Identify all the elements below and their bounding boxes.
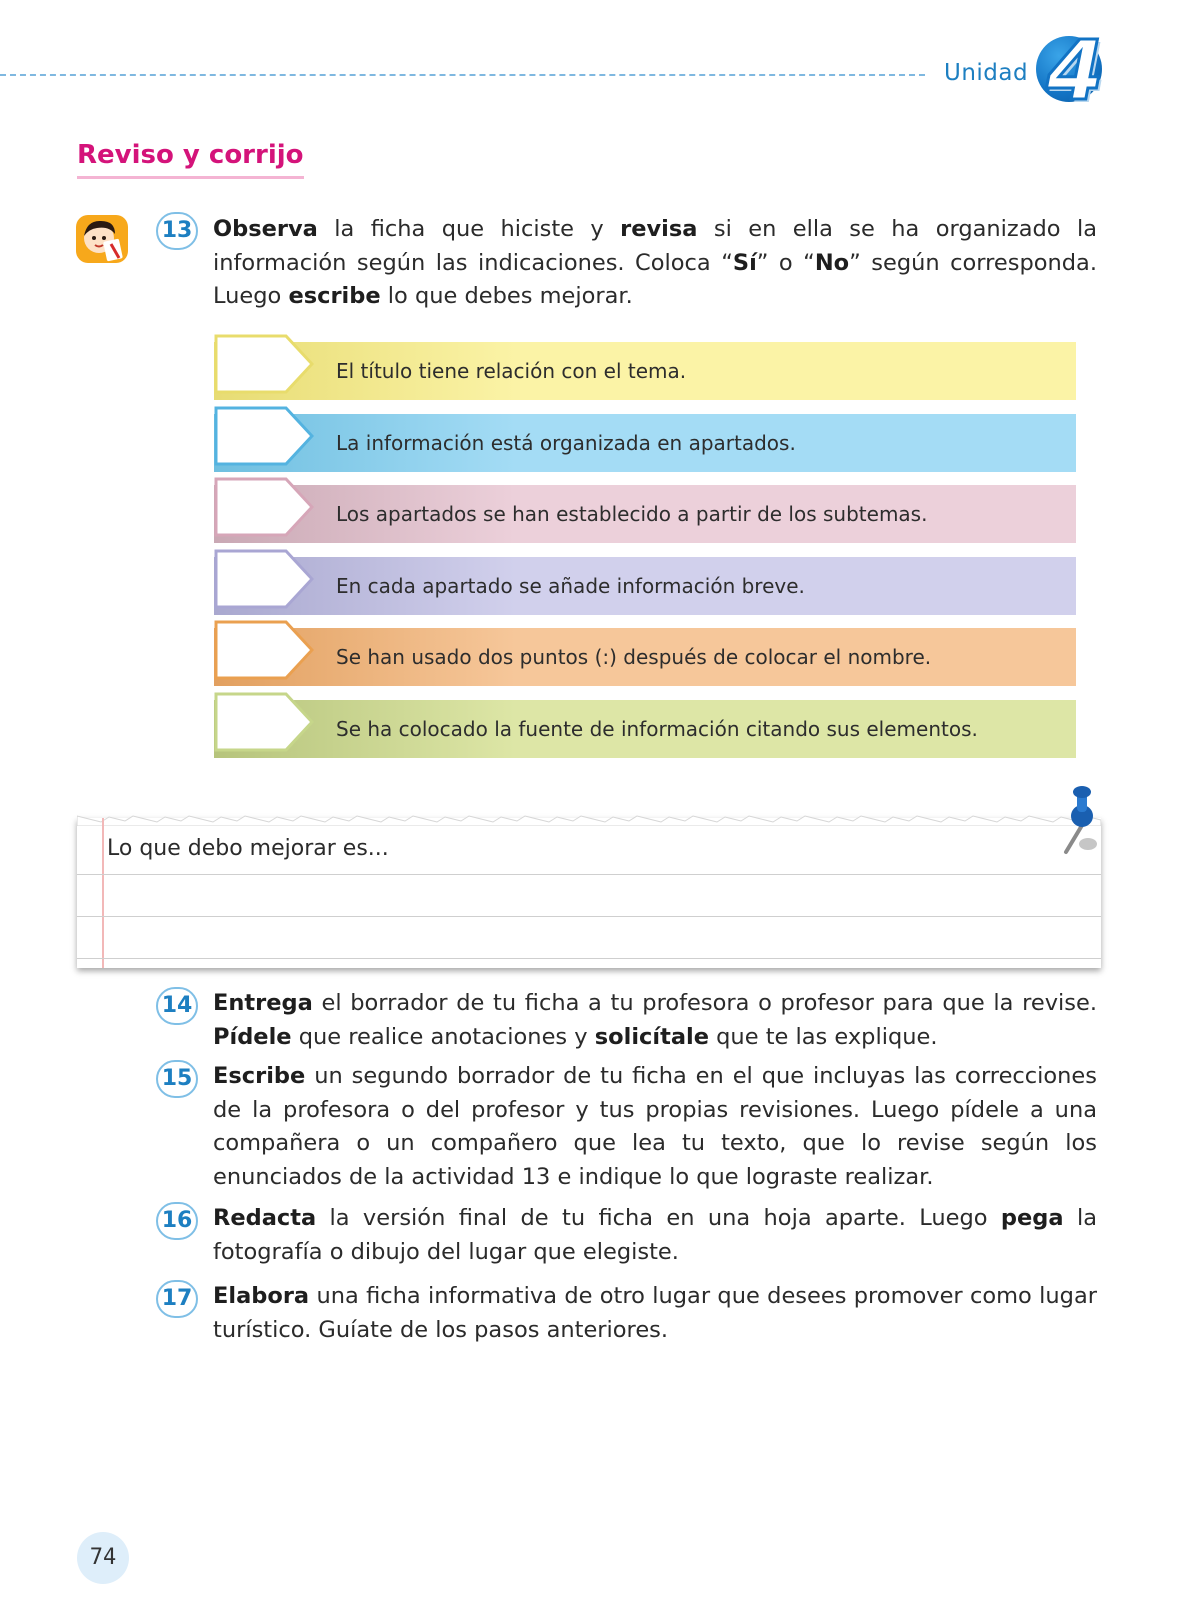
checklist-row <box>214 620 1076 678</box>
unit-number: 4 <box>1046 24 1104 119</box>
instruction-keyword: No <box>814 249 850 276</box>
activity-number-15: 15 <box>156 1060 198 1098</box>
writing-line-2[interactable] <box>77 916 1101 917</box>
answer-box[interactable] <box>214 692 314 752</box>
instruction-text: lo que debes mejorar. <box>380 283 633 309</box>
student-writing-icon <box>75 214 129 264</box>
instruction-text: que te las explique. <box>709 1023 938 1050</box>
answer-box[interactable] <box>214 620 314 680</box>
instruction-keyword: pega <box>1000 1205 1064 1231</box>
instruction-text: si en ella se ha organizado la información según las indicaciones. Coloca “ <box>213 216 1098 276</box>
instruction-keyword: escribe <box>288 283 381 309</box>
instruction-text: ” o “ <box>756 249 815 276</box>
torn-paper-edge <box>77 812 1101 826</box>
checklist-row <box>214 334 1076 392</box>
notepad-margin-line <box>102 818 104 968</box>
checklist-item-text: El título tiene relación con el tema. <box>336 359 687 383</box>
activity-number-16: 16 <box>156 1202 198 1240</box>
checklist-item-text: La información está organizada en apartados. <box>336 430 796 455</box>
instruction-text: la versión final de tu ficha en una hoja aparte. Luego <box>316 1205 1001 1231</box>
instruction-keyword: Pídele <box>213 1023 292 1050</box>
unit-label: Unidad <box>944 60 1029 86</box>
activity-number-13: 13 <box>156 212 198 250</box>
instruction-text: una ficha informativa de otro lugar que desees promover como lugar turístico. Guíate de los pasos anteriores. <box>213 1283 1097 1343</box>
instruction-keyword: Sí <box>732 249 757 276</box>
answer-box[interactable] <box>214 334 314 394</box>
header-dashed-line <box>0 74 925 76</box>
instruction-keyword: Redacta <box>213 1205 317 1231</box>
instruction-keyword: Observa <box>213 216 318 242</box>
answer-box[interactable] <box>214 549 314 609</box>
checklist-item-text: Se ha colocado la fuente de información citando sus elementos. <box>336 716 978 741</box>
writing-line-3[interactable] <box>77 958 1101 959</box>
checklist-item-text: Se han usado dos puntos (:) después de colocar el nombre. <box>336 645 932 669</box>
answer-box[interactable] <box>214 477 314 537</box>
checklist-row <box>214 477 1076 535</box>
activity-17-text <box>213 1280 1097 1347</box>
instruction-keyword: Elabora <box>213 1283 310 1309</box>
checklist-item-text: Los apartados se han establecido a partir de los subtemas. <box>336 502 928 526</box>
instruction-keyword: solicítale <box>594 1023 709 1050</box>
instruction-text: la fotografía o dibujo del lugar que elegiste. <box>213 1205 1097 1265</box>
instruction-text: que realice anotaciones y <box>291 1023 595 1050</box>
activity-16-text <box>213 1202 1097 1269</box>
activity-number-17: 17 <box>156 1280 198 1318</box>
instruction-text: el borrador de tu ficha a tu profesora o profesor para que la revise. <box>312 990 1097 1016</box>
checklist-row <box>214 406 1076 464</box>
checklist-row <box>214 692 1076 750</box>
push-pin-icon <box>1052 782 1102 862</box>
checklist-item-text: En cada apartado se añade información breve. <box>336 573 805 598</box>
activity-number-14: 14 <box>156 987 198 1025</box>
improvement-notepad <box>77 818 1101 968</box>
page-number: 74 <box>77 1532 129 1584</box>
answer-box[interactable] <box>214 406 314 466</box>
instruction-keyword: Escribe <box>213 1063 306 1089</box>
instruction-text: la ficha que hiciste y <box>317 216 621 242</box>
activity-15-text <box>213 1060 1097 1194</box>
activity-13-text <box>213 213 1097 314</box>
instruction-text: ” según corresponda. Luego <box>213 249 1097 309</box>
activity-14-text <box>213 987 1097 1054</box>
instruction-keyword: revisa <box>620 216 698 242</box>
instruction-text: un segundo borrador de tu ficha en el que incluyas las correcciones de la profesora o del profesor y tus propias revisiones. Luego pídele a una compañera o un compañero que lea tu texto, que lo revise según los enunciados de la actividad 13 e indique lo que lograste realizar. <box>213 1063 1097 1190</box>
instruction-keyword: Entrega <box>213 990 313 1016</box>
notepad-prompt: Lo que debo mejorar es... <box>107 836 389 861</box>
writing-line-1[interactable] <box>77 874 1101 875</box>
section-title: Reviso y corrijo <box>77 140 304 179</box>
checklist-row <box>214 549 1076 607</box>
